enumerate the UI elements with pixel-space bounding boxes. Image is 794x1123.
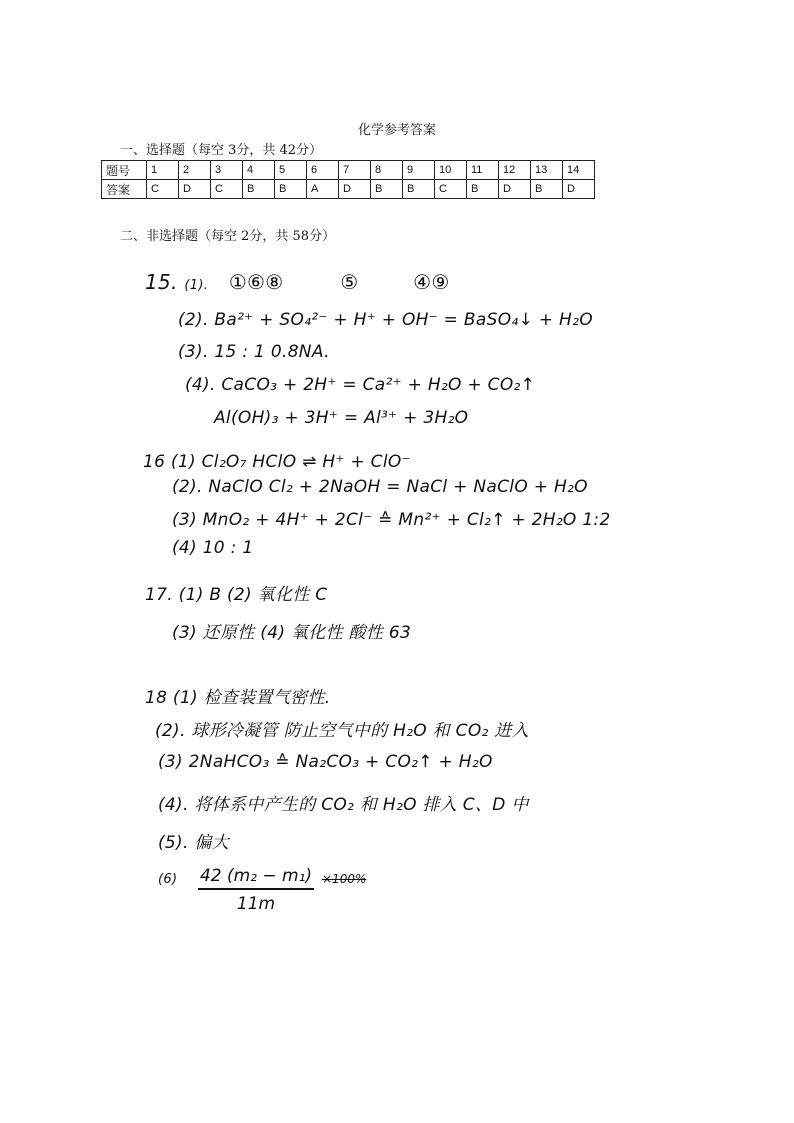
answer-cell: D [339,180,371,199]
q18-part2: (2). 球形冷凝管 防止空气中的 H₂O 和 CO₂ 进入 [155,721,529,741]
answer-cell: B [371,180,403,199]
answer-cell: D [499,180,531,199]
section-heading-multiple-choice: 一、选择题（每空 3分，共 42分） [120,143,323,158]
table-row-answers [102,180,595,199]
q16-part4: (4) 10 : 1 [172,538,254,558]
choice-circle: ⑥ [247,270,266,294]
q-number: 9 [403,161,435,180]
answer-cell: B [531,180,563,199]
q15-part4b: Al(OH)₃ + 3H⁺ = Al³⁺ + 3H₂O [214,408,469,428]
fraction-denominator: 11m [236,894,276,914]
q-number: 8 [371,161,403,180]
q16-part3: (3) MnO₂ + 4H⁺ + 2Cl⁻ ≙ Mn²⁺ + Cl₂↑ + 2H₂O 1:2 [172,510,611,530]
answer-cell: D [563,180,595,199]
q18-part5: (5). 偏大 [158,833,229,853]
answer-cell: C [435,180,467,199]
q16-part2: (2). NaClO Cl₂ + 2NaOH = NaCl + NaClO + H₂O [172,477,588,497]
choice-circle: ⑧ [265,270,284,294]
q16-part1: 16 (1) Cl₂O₇ HClO ⇌ H⁺ + ClO⁻ [143,452,411,472]
q18-part6-label: (6) [158,872,178,887]
struck-out-percent: ×100% [322,872,367,886]
answer-cell: B [467,180,499,199]
q17-part1: 17. (1) B (2) 氧化性 C [145,585,328,605]
q-number: 3 [211,161,243,180]
answer-cell: A [307,180,339,199]
q-number: 1 [147,161,179,180]
q15-number: 15. [145,270,178,294]
q-number: 7 [339,161,371,180]
q15-part2: (2). Ba²⁺ + SO₄²⁻ + H⁺ + OH⁻ = BaSO₄↓ + H₂O [178,310,593,330]
answer-cell: B [275,180,307,199]
q-number: 12 [499,161,531,180]
answer-cell: C [147,180,179,199]
answer-cell: D [179,180,211,199]
choice-circle: ④ [413,270,432,294]
choice-circle: ⑤ [340,270,359,294]
q15-sub1-label: (1). [184,278,209,293]
table-row-numbers [102,161,595,180]
answer-cell: B [243,180,275,199]
q-number: 10 [435,161,467,180]
q-number: 14 [563,161,595,180]
row-label-answer: 答案 [102,180,147,199]
q-number: 4 [243,161,275,180]
answer-cell: B [403,180,435,199]
answer-cell: C [211,180,243,199]
q-number: 5 [275,161,307,180]
q-number: 2 [179,161,211,180]
choice-circle: ⑨ [431,270,450,294]
choice-circle: ① [228,270,248,294]
q18-part4: (4). 将体系中产生的 CO₂ 和 H₂O 排入 C、D 中 [158,795,529,815]
q-number: 11 [467,161,499,180]
page-title: 化学参考答案 [357,123,436,138]
q15-part1 [145,270,450,294]
q18-part1: 18 (1) 检查装置气密性. [145,688,331,708]
q15-part3: (3). 15 : 1 0.8NA. [178,342,330,362]
section-heading-free-response: 二、非选择题（每空 2分，共 58分） [120,229,336,244]
q18-fraction [198,866,314,914]
q17-part2: (3) 还原性 (4) 氧化性 酸性 63 [172,623,412,643]
q18-part3: (3) 2NaHCO₃ ≙ Na₂CO₃ + CO₂↑ + H₂O [158,752,493,772]
q15-part4: (4). CaCO₃ + 2H⁺ = Ca²⁺ + H₂O + CO₂↑ [185,375,536,395]
answer-table [101,160,595,199]
q-number: 6 [307,161,339,180]
q-number: 13 [531,161,563,180]
fraction-numerator: 42 (m₂ − m₁) [198,866,314,890]
row-label-number: 题号 [102,161,147,180]
